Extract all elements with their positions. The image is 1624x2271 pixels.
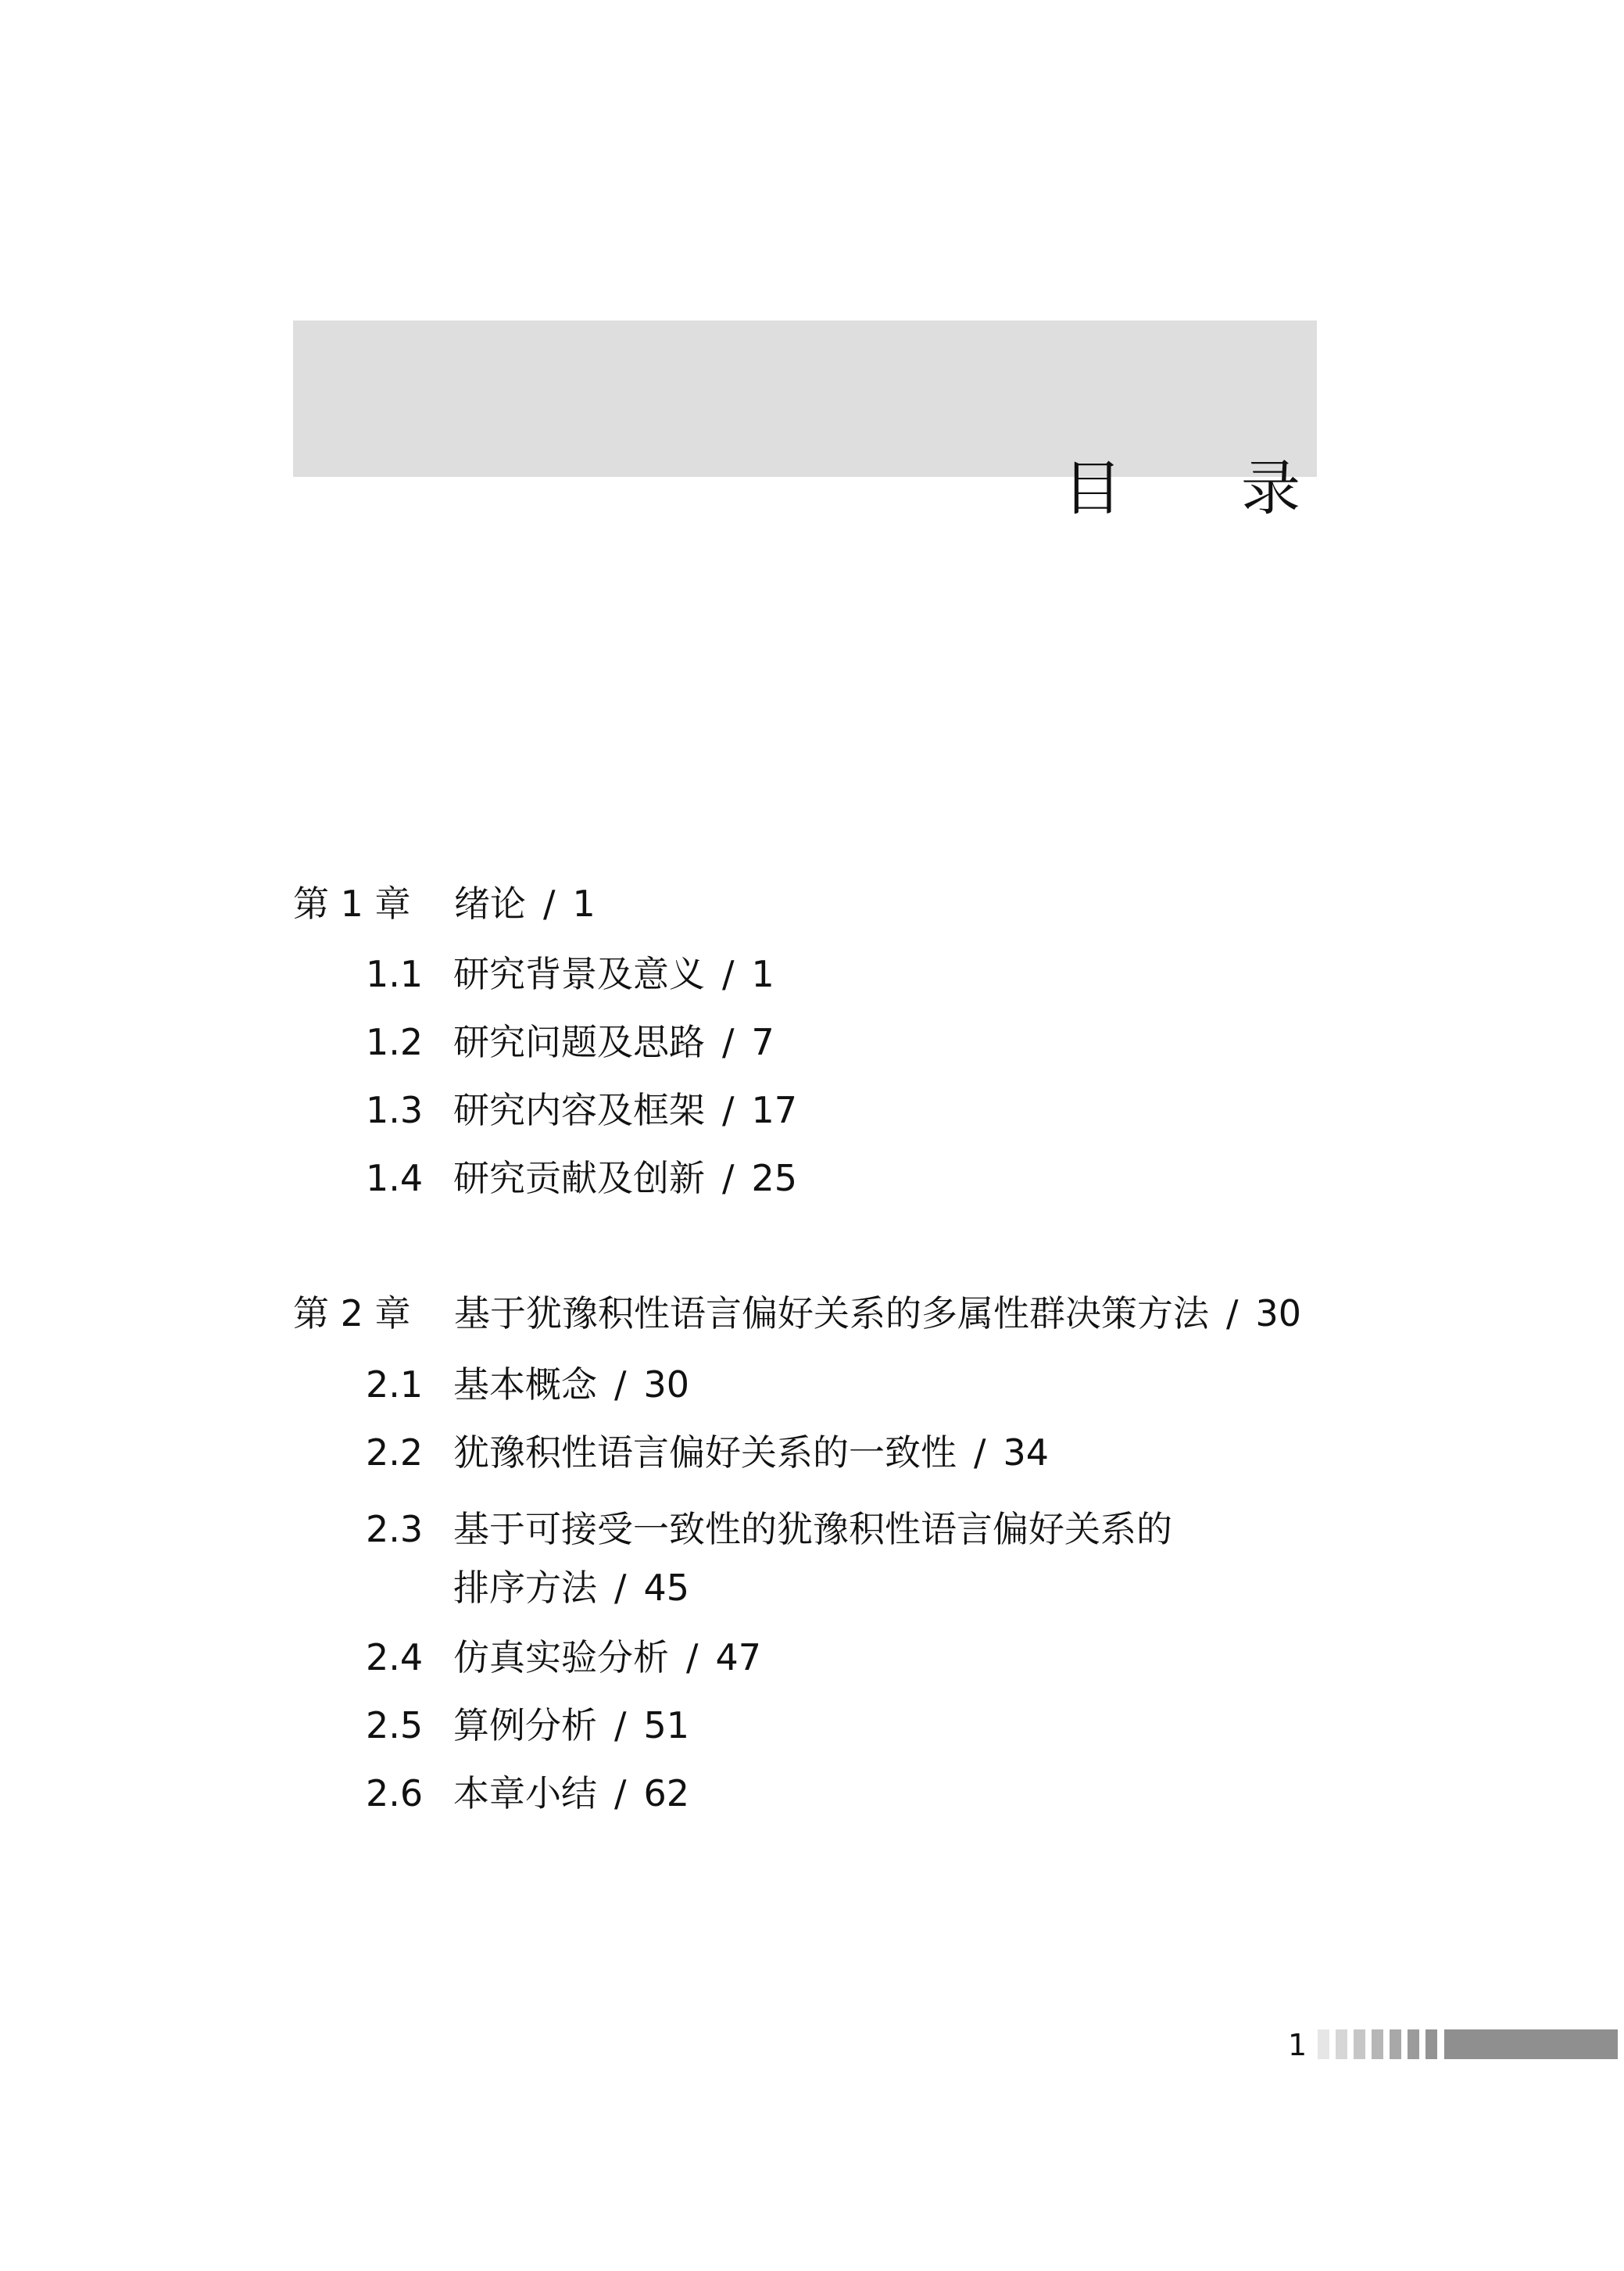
separator: / — [722, 1089, 735, 1131]
footer-bar-solid — [1444, 2029, 1618, 2059]
section-number: 1.2 — [366, 1021, 424, 1063]
section-title: 仿真实验分析 — [453, 1636, 669, 1678]
section-page: 47 — [715, 1636, 762, 1678]
section-number: 2.1 — [366, 1363, 424, 1406]
toc-section-1-2[interactable] — [366, 1020, 774, 1064]
chapter-number: 第 2 章 — [293, 1292, 411, 1334]
toc-section-1-4[interactable] — [366, 1156, 797, 1200]
separator: / — [1226, 1292, 1239, 1334]
section-page: 51 — [643, 1704, 690, 1746]
footer-bar-segment — [1354, 2029, 1365, 2059]
toc-section-2-3[interactable] — [366, 1507, 1172, 1551]
section-page: 30 — [643, 1363, 690, 1406]
footer-bar-segment — [1408, 2029, 1419, 2059]
toc-section-2-4[interactable] — [366, 1635, 761, 1679]
toc-section-1-1[interactable] — [366, 952, 774, 996]
section-page: 45 — [643, 1567, 690, 1609]
section-title: 基本概念 — [453, 1363, 597, 1406]
chapter-title: 基于犹豫积性语言偏好关系的多属性群决策方法 — [454, 1292, 1209, 1334]
section-title: 研究背景及意义 — [453, 953, 705, 995]
section-title: 犹豫积性语言偏好关系的一致性 — [453, 1431, 957, 1474]
toc-section-2-1[interactable] — [366, 1363, 689, 1406]
separator: / — [614, 1363, 627, 1406]
section-page: 34 — [1003, 1431, 1050, 1474]
section-title: 研究贡献及创新 — [453, 1157, 705, 1199]
separator: / — [974, 1431, 986, 1474]
section-number: 2.4 — [366, 1636, 424, 1678]
section-title: 本章小结 — [453, 1772, 597, 1814]
page-number: 1 — [1288, 2028, 1307, 2062]
separator: / — [686, 1636, 699, 1678]
chapter-page: 1 — [572, 883, 596, 925]
footer-bar-segment — [1372, 2029, 1383, 2059]
section-number: 2.6 — [366, 1772, 424, 1814]
footer-bar-segment — [1425, 2029, 1437, 2059]
section-title: 算例分析 — [453, 1704, 597, 1746]
toc-chapter-1[interactable] — [293, 882, 596, 926]
chapter-page: 30 — [1255, 1292, 1302, 1334]
section-number: 2.3 — [366, 1508, 424, 1550]
toc-section-1-3[interactable] — [366, 1088, 797, 1132]
section-page: 7 — [751, 1021, 774, 1063]
separator: / — [614, 1567, 627, 1609]
section-title-continued: 排序方法 — [453, 1567, 597, 1609]
section-number: 1.1 — [366, 953, 424, 995]
chapter-number: 第 1 章 — [293, 883, 411, 925]
toc-chapter-2[interactable] — [293, 1291, 1301, 1335]
toc-section-2-5[interactable] — [366, 1703, 689, 1747]
section-number: 1.4 — [366, 1157, 424, 1199]
footer-bar-segment — [1318, 2029, 1329, 2059]
section-title: 研究内容及框架 — [453, 1089, 705, 1131]
separator: / — [722, 1157, 735, 1199]
separator: / — [543, 883, 556, 925]
section-page: 1 — [751, 953, 774, 995]
section-number: 2.2 — [366, 1431, 424, 1474]
section-number: 1.3 — [366, 1089, 424, 1131]
separator: / — [614, 1772, 627, 1814]
section-number: 2.5 — [366, 1704, 424, 1746]
chapter-title: 绪论 — [454, 883, 526, 925]
toc-section-2-3-continued[interactable] — [453, 1566, 689, 1610]
toc-section-2-6[interactable] — [366, 1771, 689, 1815]
section-page: 17 — [751, 1089, 798, 1131]
separator: / — [722, 953, 735, 995]
separator: / — [614, 1704, 627, 1746]
section-page: 62 — [643, 1772, 690, 1814]
section-page: 25 — [751, 1157, 798, 1199]
section-title: 基于可接受一致性的犹豫积性语言偏好关系的 — [453, 1508, 1172, 1550]
page-title: 目 录 — [1062, 453, 1350, 523]
footer-bar-segment — [1390, 2029, 1401, 2059]
toc-section-2-2[interactable] — [366, 1431, 1049, 1474]
footer-bar-segment — [1336, 2029, 1347, 2059]
separator: / — [722, 1021, 735, 1063]
section-title: 研究问题及思路 — [453, 1021, 705, 1063]
